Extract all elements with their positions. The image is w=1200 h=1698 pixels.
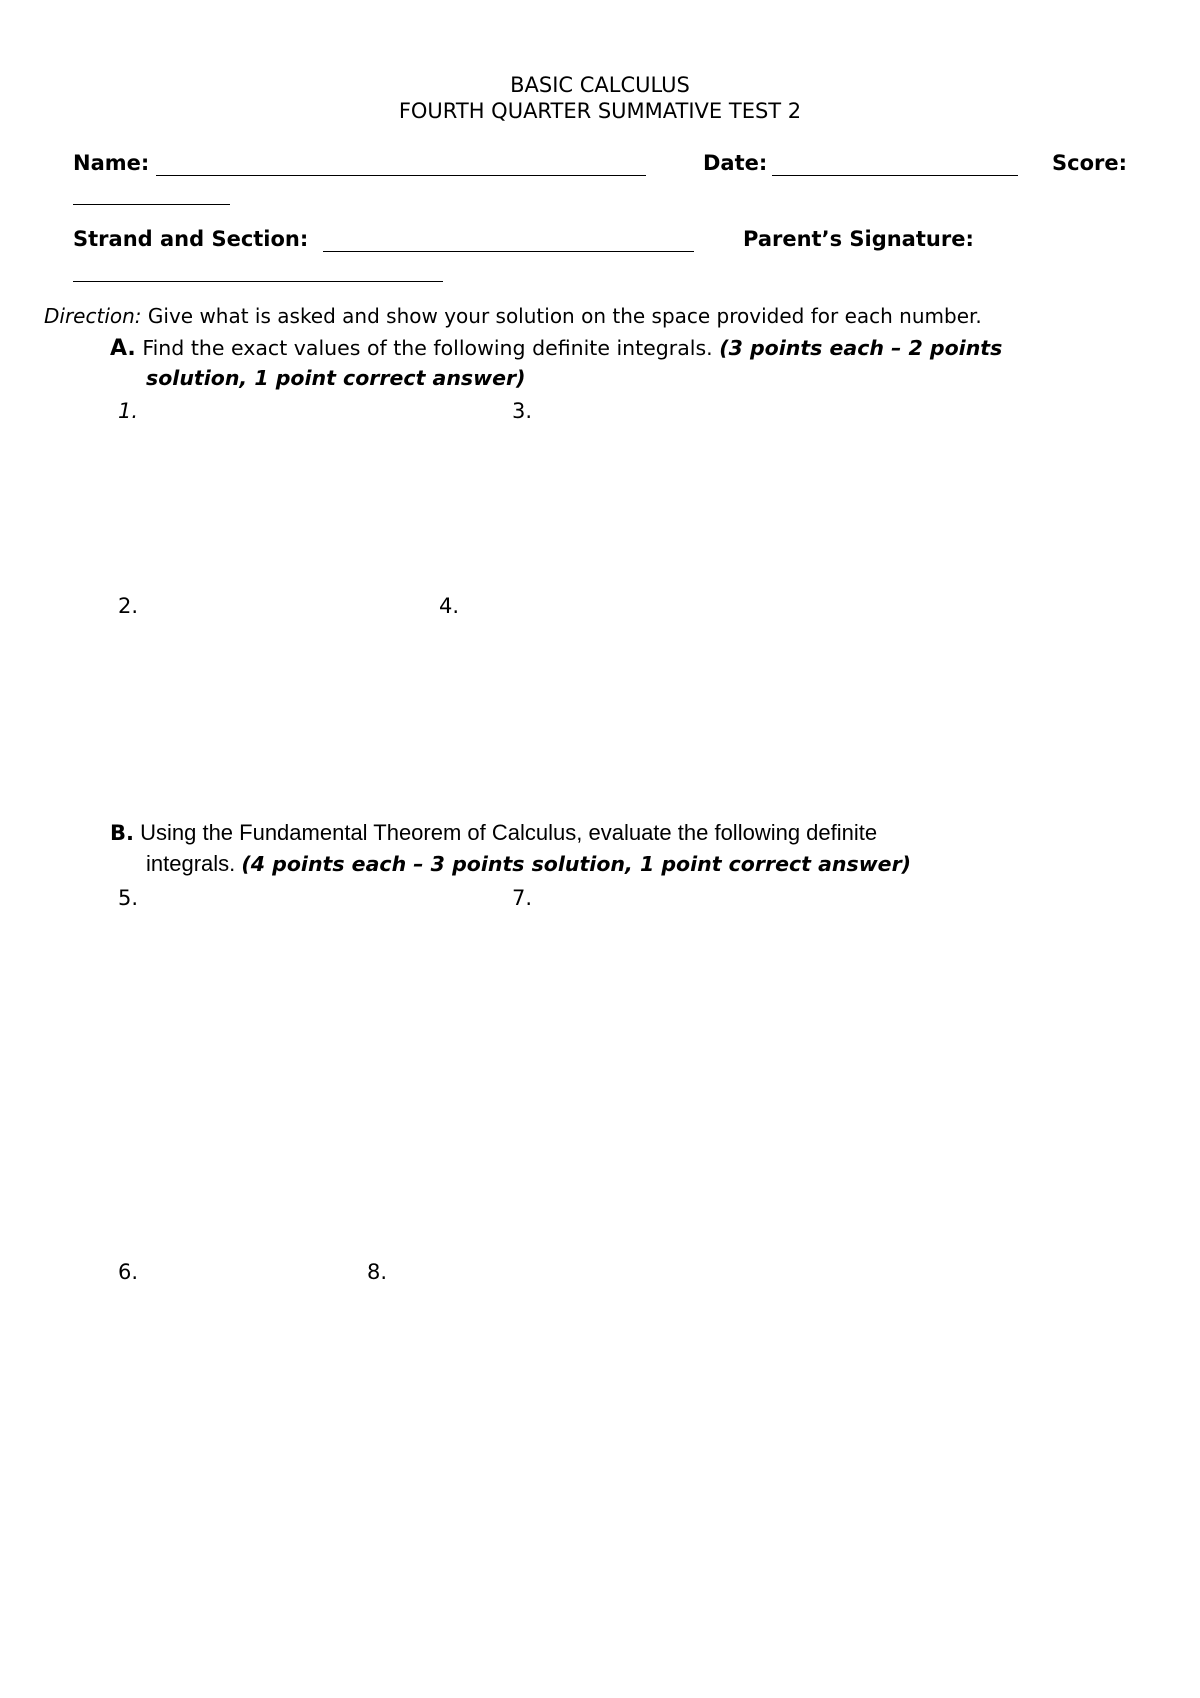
date-label: Date: [703, 151, 768, 175]
item-3-number: 3. [512, 399, 533, 423]
name-blank[interactable] [156, 175, 646, 176]
section-a-points-line1: (3 points each – 2 points [719, 336, 1003, 360]
parent-signature-blank[interactable] [73, 281, 443, 282]
section-b-instruction-line2 [146, 853, 911, 875]
item-8-number: 8. [367, 1260, 388, 1284]
section-b-points: (4 points each – 3 points solution, 1 point correct answer) [241, 852, 912, 876]
section-a-instruction [110, 338, 1002, 360]
strand-section-blank[interactable] [323, 251, 694, 252]
score-label: Score: [1052, 151, 1127, 175]
section-a-text: Find the exact values of the following definite integrals. [135, 336, 720, 360]
section-b-letter: B. [110, 821, 134, 845]
section-a-points-line2: solution, 1 point correct answer) [146, 366, 526, 390]
item-4-number: 4. [439, 594, 460, 618]
test-subtitle: FOURTH QUARTER SUMMATIVE TEST 2 [398, 99, 802, 123]
score-blank[interactable] [73, 204, 230, 205]
item-6-number: 6. [118, 1260, 139, 1284]
date-blank[interactable] [772, 175, 1018, 176]
section-b-instruction [110, 822, 877, 844]
section-b-text-line1: Using the Fundamental Theorem of Calculus, evaluate the following definite [133, 820, 878, 845]
item-5-number: 5. [118, 886, 139, 910]
item-1-number: 1. [118, 399, 139, 423]
parent-signature-label: Parent’s Signature: [743, 227, 974, 251]
item-7-number: 7. [512, 886, 533, 910]
test-title: BASIC CALCULUS [510, 73, 690, 97]
section-b-text-line2: integrals. [146, 851, 242, 876]
direction-text: Give what is asked and show your solution on the space provided for each number. [141, 304, 982, 328]
name-label: Name: [73, 151, 150, 175]
item-2-number: 2. [118, 594, 139, 618]
section-a-letter: A. [110, 336, 136, 361]
direction-line [44, 306, 982, 326]
strand-section-label: Strand and Section: [73, 227, 309, 251]
direction-label: Direction: [44, 304, 142, 328]
